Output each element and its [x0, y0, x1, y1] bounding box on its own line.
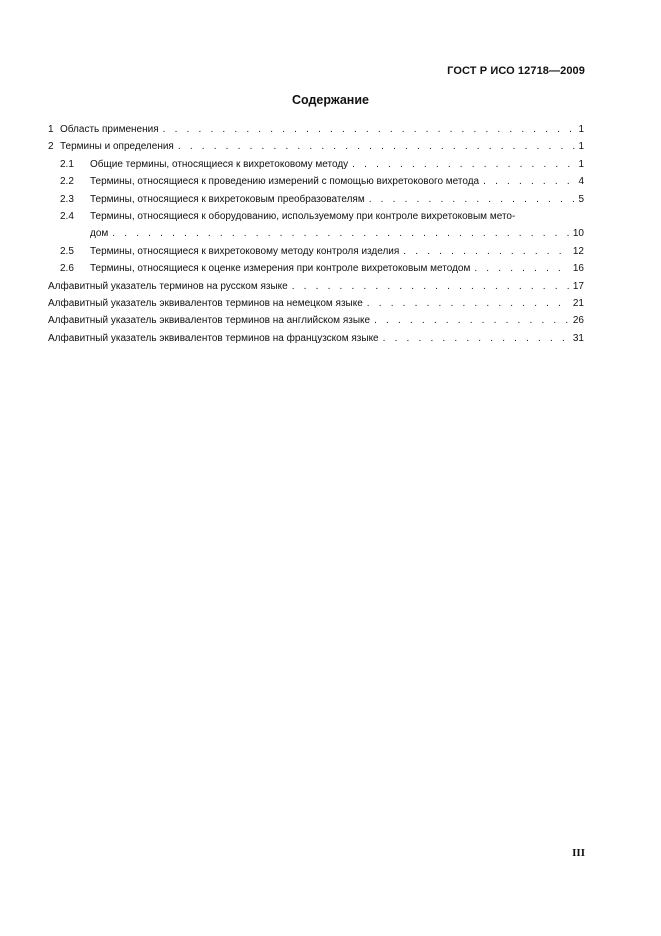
toc-entry-1[interactable] — [48, 121, 584, 138]
toc-entry-page: 17 — [572, 280, 584, 292]
toc-entry-title: Термины, относящиеся к проведению измерений с помощью вихретокового метода — [90, 176, 480, 188]
toc-entry-2-5[interactable] — [48, 243, 584, 260]
leader-dots — [483, 173, 575, 190]
toc-entry-number: 2 — [48, 141, 54, 153]
leader-dots — [369, 191, 576, 208]
toc-entry-2-6[interactable] — [48, 260, 584, 277]
toc-entry-title: Термины, относящиеся к вихретоковым преобразователям — [90, 193, 365, 205]
toc-entry-number: 2.4 — [60, 211, 74, 223]
toc-entry-title: Термины и определения — [60, 141, 174, 153]
toc-entry-index-french[interactable] — [48, 330, 584, 347]
toc-entry-page: 12 — [572, 245, 584, 257]
toc-entry-title-continuation: дом — [90, 228, 109, 240]
toc-entry-number: 2.1 — [60, 158, 74, 170]
toc-entry-title: Алфавитный указатель эквивалентов терминов на французском языке — [48, 332, 379, 344]
toc-entry-page: 31 — [572, 332, 584, 344]
toc-entry-2-3[interactable] — [48, 191, 584, 208]
toc-entry-title: Общие термины, относящиеся к вихретоковому методу — [90, 158, 349, 170]
toc-entry-index-german[interactable] — [48, 295, 584, 312]
toc-entry-page: 10 — [572, 228, 584, 240]
toc-entry-2-4-continuation[interactable] — [48, 225, 584, 242]
toc-entry-2-1[interactable] — [48, 156, 584, 173]
toc-entry-number: 1 — [48, 124, 54, 135]
document-code: ГОСТ Р ИСО 12718—2009 — [447, 65, 585, 77]
leader-dots — [292, 278, 570, 295]
toc-entry-page: 5 — [578, 193, 584, 205]
toc-entry-page: 1 — [578, 124, 584, 135]
leader-dots — [352, 156, 575, 173]
page-number: III — [572, 847, 585, 859]
leader-dots — [374, 312, 570, 329]
leader-dots — [178, 138, 576, 155]
toc-entry-title: Алфавитный указатель эквивалентов терминов на английском языке — [48, 315, 371, 327]
toc-entry-number: 2.6 — [60, 263, 74, 275]
toc-entry-title: Алфавитный указатель терминов на русском языке — [48, 280, 288, 292]
toc-entry-page: 21 — [572, 298, 584, 310]
toc-entry-2[interactable] — [48, 138, 584, 155]
toc-entry-index-english[interactable] — [48, 312, 584, 329]
toc-entry-2-2[interactable] — [48, 173, 584, 190]
toc-entry-page: 16 — [572, 263, 584, 275]
toc-heading: Содержание — [291, 93, 369, 107]
toc-entry-page: 1 — [578, 141, 584, 153]
toc-entry-title: Термины, относящиеся к вихретоковому методу контроля изделия — [90, 245, 400, 257]
toc-entry-page: 4 — [578, 176, 584, 188]
leader-dots — [163, 121, 576, 138]
toc-entry-number: 2.5 — [60, 245, 74, 257]
leader-dots — [383, 330, 570, 347]
table-of-contents — [48, 121, 584, 347]
leader-dots — [403, 243, 570, 260]
toc-entry-index-russian[interactable] — [48, 278, 584, 295]
leader-dots — [367, 295, 570, 312]
leader-dots — [474, 260, 570, 277]
toc-entry-page: 26 — [572, 315, 584, 327]
toc-entry-title: Алфавитный указатель эквивалентов терминов на немецком языке — [48, 298, 363, 310]
toc-entry-title: Область применения — [60, 124, 159, 135]
leader-dots — [112, 225, 570, 242]
toc-entry-number: 2.2 — [60, 176, 74, 188]
toc-entry-number: 2.3 — [60, 193, 74, 205]
toc-entry-title: Термины, относящиеся к оценке измерения при контроле вихретоковым методом — [90, 263, 471, 275]
toc-entry-2-4[interactable] — [48, 208, 584, 225]
toc-entry-page: 1 — [578, 158, 584, 170]
toc-entry-title: Термины, относящиеся к оборудованию, используемому при контроле вихретоковым мето- — [90, 211, 516, 223]
